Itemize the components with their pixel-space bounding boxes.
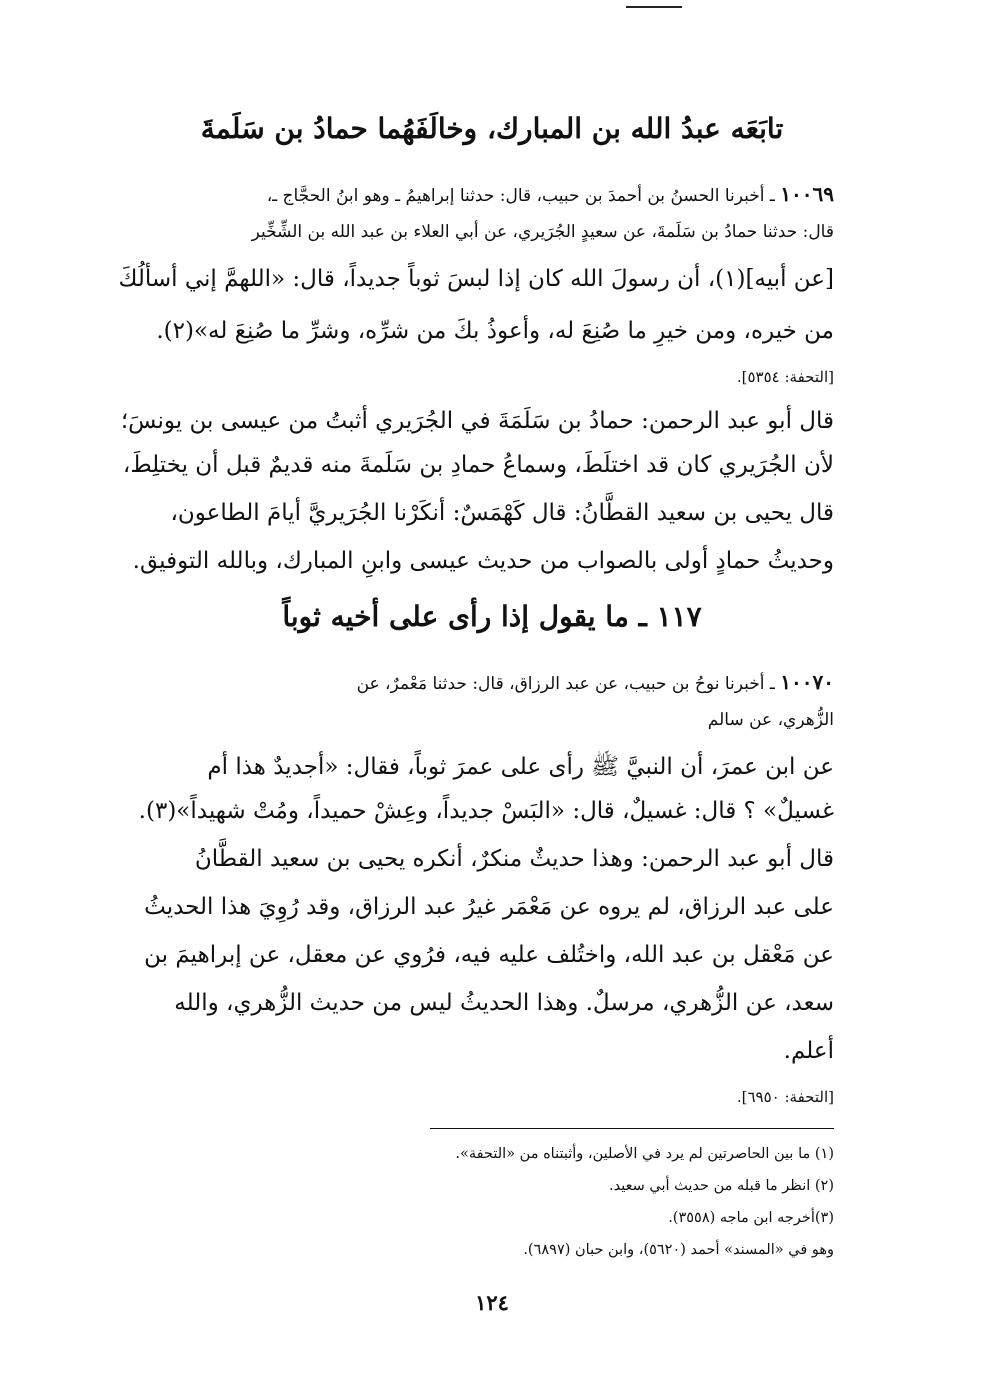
commentary2-line3: عن مَعْقل بن عبد الله، واختُلف عليه فيه، فرُوي عن معقل، عن إبراهيمَ بن (144, 942, 834, 968)
footnote-1: (١) ما بين الحاصرتين لم يرد في الأصلين، وأثبتناه من «التحفة». (455, 1146, 834, 1162)
footnote-2: (٢) انظر ما قبله من حديث أبي سعيد. (609, 1178, 834, 1194)
footnote-3: (٣)أخرجه ابن ماجه (٣٥٥٨). (668, 1210, 834, 1226)
page-number: ١٢٤ (475, 1290, 509, 1315)
footnote-3-continued: وهو في «المسند» أحمد (٥٦٢٠)، وابن حبان (٦٨٩٧). (523, 1242, 834, 1258)
hadith-number: ١٠٠٦٩ (780, 182, 834, 206)
hadith-number: ١٠٠٧٠ (780, 670, 834, 694)
hadith-10070-tuhfa-ref: [التحفة: ٦٩٥٠]. (736, 1088, 834, 1106)
hadith-10070-isnad-line1 (357, 670, 834, 694)
hadith-10069-matn-line2: من خيره، ومن خيرِ ما صُنِعَ له، وأعوذُ بكَ من شرِّه، وشرِّ ما صُنِعَ له»(٢). (156, 318, 834, 344)
chapter-heading-117: ١١٧ ـ ما يقول إذا رأى على أخيه ثوباً (282, 600, 702, 633)
footnote-separator (430, 1128, 834, 1129)
commentary1-line1: قال أبو عبد الرحمن: حمادُ بن سَلَمَةَ في الجُرَيري أثبتُ من عيسى بن يونسَ؛ (120, 408, 834, 434)
isnad-text: ـ أخبرنا الحسنُ بن أحمدَ بن حبيب، قال: حدثنا إبراهيمُ ـ وهو ابنُ الحجَّاج ـ، (266, 186, 775, 206)
hadith-10069-tuhfa-ref: [التحفة: ٥٣٥٤]. (736, 368, 834, 386)
commentary1-line4: وحديثُ حمادٍ أولى بالصواب من حديث عيسى وابنِ المبارك، وبالله التوفيق. (132, 548, 834, 574)
commentary2-line2: على عبد الرزاق، لم يروه عن مَعْمَر غيرُ عبد الرزاق، وقد رُوِيَ هذا الحديثُ (144, 894, 834, 920)
hadith-10070-matn-line1: عن ابن عمرَ، أن النبيَّ ﷺ رأى على عمرَ ثوباً، فقال: «أجديدٌ هذا أم (207, 754, 834, 780)
hadith-10070-matn-line2: غسيلٌ» ؟ قال: غسيلٌ، قال: «البَسْ جديداً، وعِشْ حميداً، ومُتْ شهيداً»(٣). (138, 798, 834, 824)
hadith-10069-isnad-line2: قال: حدثنا حمادُ بن سَلَمةَ، عن سعيدٍ الجُرَيري، عن أبي العلاء بن عبد الله بن الشِّخِّير (251, 222, 834, 242)
isnad-text: ـ أخبرنا نوحُ بن حبيب، عن عبد الرزاق، قال: حدثنا مَعْمرٌ، عن (356, 674, 775, 694)
commentary1-line2: لأن الجُرَيري كان قد اختلَطَ، وسماعُ حمادِ بن سَلَمةَ منه قديمٌ قبل أن يختلِطَ، (122, 452, 834, 478)
top-rule (626, 6, 682, 8)
section-heading-tabaahu: تابَعَه عبدُ الله بن المبارك، وخالَفَهُما حمادُ بن سَلَمةَ (200, 112, 784, 145)
commentary2-line5: أعلم. (783, 1038, 834, 1064)
commentary2-line1: قال أبو عبد الرحمن: وهذا حديثٌ منكرٌ، أنكره يحيى بن سعيد القطَّانُ (194, 846, 834, 872)
commentary2-line4: سعد، عن الزُّهري، مرسلٌ. وهذا الحديثُ ليس من حديث الزُّهري، والله (174, 990, 834, 1016)
commentary1-line3: قال يحيى بن سعيد القطَّانُ: قال كَهْمَسٌ: أنكَرْنا الجُرَيريَّ أيامَ الطاعون، (170, 500, 834, 526)
hadith-10070-isnad-line2: الزُّهري، عن سالم (707, 710, 834, 730)
hadith-10069-isnad-line1 (267, 182, 834, 206)
hadith-10069-matn-line1: [عن أبيه](١)، أن رسولَ الله كان إذا لبسَ ثوباً جديداً، قال: «اللهمَّ إني أسألُكَ (118, 266, 834, 292)
